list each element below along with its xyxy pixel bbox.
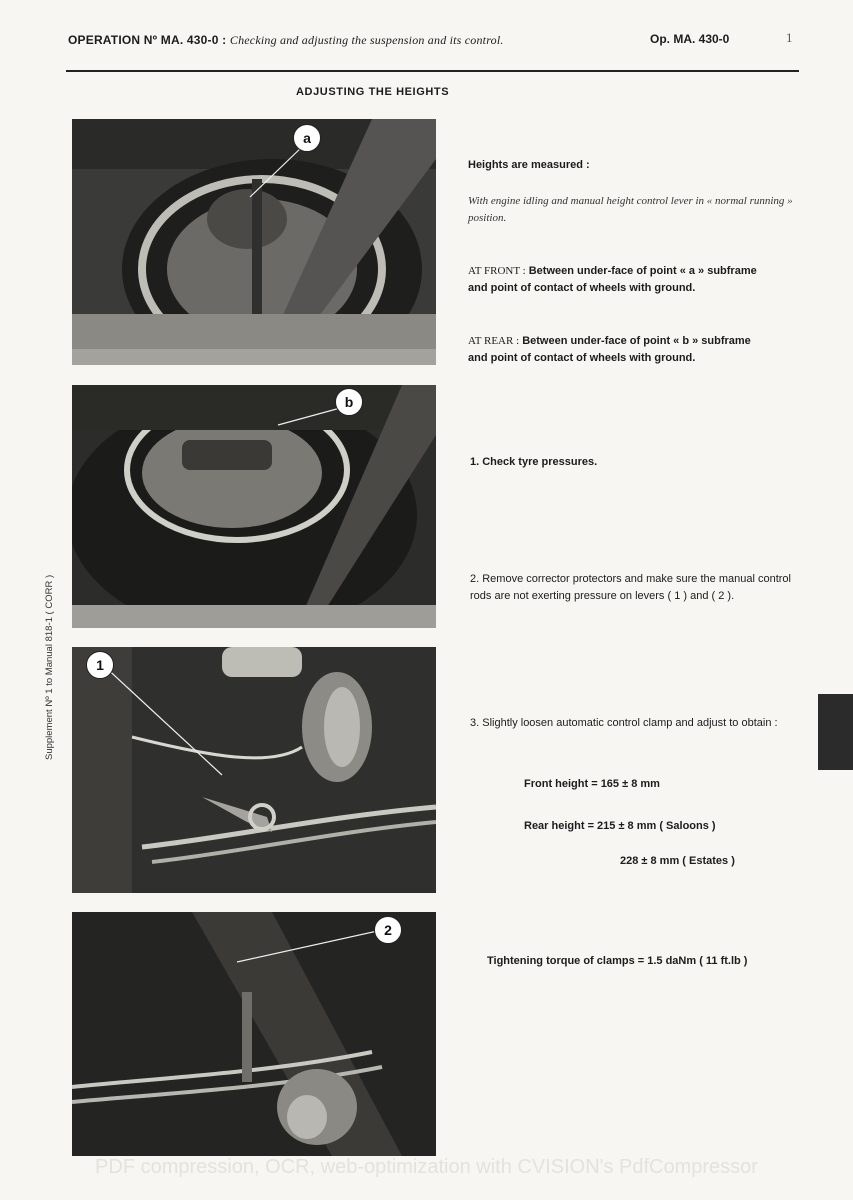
section-title: ADJUSTING THE HEIGHTS [296, 86, 450, 98]
watermark: PDF compression, OCR, web-optimization with CVISION's PdfCompressor [95, 1156, 758, 1178]
photo-lever-1 [72, 647, 436, 893]
front-lead: AT FRONT : [468, 265, 526, 277]
photo-rear-subframe [72, 385, 436, 628]
rear-lead: AT REAR : [468, 335, 520, 347]
rear-height-estates-spec: 228 ± 8 mm ( Estates ) [620, 855, 735, 867]
measured-intro: Heights are measured : [468, 159, 590, 171]
rear-measurement [468, 333, 768, 367]
operation-description: Checking and adjusting the suspension and its control. [229, 33, 504, 47]
operation-reference: Op. MA. 430-0 [650, 32, 730, 46]
measured-condition: With engine idling and manual height control lever in « normal running » position. [468, 195, 793, 224]
photo-lever-2 [72, 912, 436, 1156]
front-height-spec: Front height = 165 ± 8 mm [524, 778, 660, 790]
step-1: 1. Check tyre pressures. [470, 456, 598, 468]
callout-a: a [293, 124, 321, 152]
operation-number: OPERATION Nº MA. 430-0 : [68, 33, 227, 47]
tightening-torque-spec: Tightening torque of clamps = 1.5 daNm ( 11 ft.lb ) [487, 955, 748, 967]
side-note: Supplement Nº 1 to Manual 818-1 ( CORR ) [44, 574, 55, 760]
photo-front-subframe [72, 119, 436, 365]
front-measurement [468, 263, 768, 297]
header-operation [68, 33, 504, 48]
page-tab-marker [818, 694, 853, 770]
rear-height-saloons-spec: Rear height = 215 ± 8 mm ( Saloons ) [524, 820, 716, 832]
front-description: Between under-face of point « a » subframe and point of contact of wheels with ground. [468, 265, 757, 294]
step-3: 3. Slightly loosen automatic control clamp and adjust to obtain : [470, 717, 778, 729]
rear-description: Between under-face of point « b » subframe and point of contact of wheels with ground. [468, 335, 751, 364]
callout-b: b [335, 388, 363, 416]
callout-1: 1 [86, 651, 114, 679]
header-rule [66, 70, 799, 72]
step-2: 2. Remove corrector protectors and make sure the manual control rods are not exerting pressure on levers ( 1 ) and ( 2 ). [470, 573, 791, 602]
callout-2: 2 [374, 916, 402, 944]
page-number: 1 [786, 30, 793, 45]
